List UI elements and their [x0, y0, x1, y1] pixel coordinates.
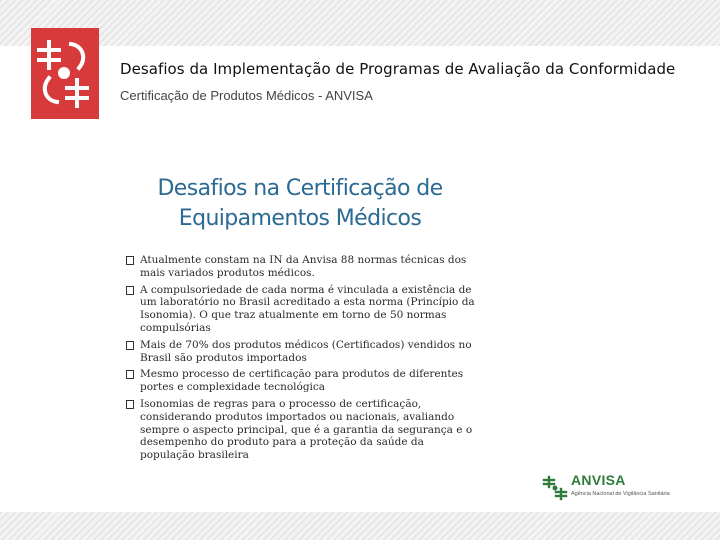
bullet-text: Isonomias de regras para o processo de certificação, considerando produtos importados ou nacionais, avaliando sempre o aspecto principal, que é a garantia da segurança e o desempenho do produto para a proteção da saúde da população brasileira	[140, 397, 473, 462]
slide-title: Desafios da Implementação de Programas de Avaliação da Conformidade	[120, 60, 676, 78]
bullet-item	[126, 254, 481, 280]
logo-icon	[31, 28, 99, 119]
bullet-item	[126, 368, 481, 394]
bullet-list	[126, 254, 481, 466]
top-decorative-band	[0, 0, 720, 46]
bullet-text: A compulsoriedade de cada norma é vinculada a existência de um laboratório no Brasil acreditado a esta norma (Princípio da Isonomia). O que traz atualmente em torno de 50 normas compulsórias	[140, 283, 475, 334]
anvisa-name: ANVISA	[571, 472, 626, 488]
anvisa-subtitle: Agência Nacional de Vigilância Sanitária	[571, 491, 670, 497]
document-heading	[150, 174, 450, 234]
bullet-item	[126, 284, 481, 335]
document-heading-line1: Desafios na Certificação de	[157, 176, 443, 201]
anvisa-logo	[542, 472, 682, 504]
bullet-text: Mesmo processo de certificação para produtos de diferentes portes e complexidade tecnológica	[140, 368, 464, 394]
bullet-text: Atualmente constam na IN da Anvisa 88 normas técnicas dos mais variados produtos médicos.	[140, 254, 467, 279]
document-heading-line2: Equipamentos Médicos	[178, 206, 422, 231]
bullet-text: Mais de 70% dos produtos médicos (Certificados) vendidos no Brasil são produtos importados	[140, 338, 472, 364]
slide-subtitle: Certificação de Produtos Médicos - ANVISA	[120, 88, 373, 103]
bottom-decorative-band	[0, 512, 720, 540]
bullet-item	[126, 398, 481, 462]
bullet-item	[126, 339, 481, 365]
checkbox-icon	[126, 370, 134, 379]
header-panel	[0, 46, 720, 122]
checkbox-icon	[126, 256, 134, 265]
checkbox-icon	[126, 286, 134, 295]
checkbox-icon	[126, 341, 134, 350]
checkbox-icon	[126, 400, 134, 409]
anvisa-emblem-icon	[542, 474, 568, 502]
